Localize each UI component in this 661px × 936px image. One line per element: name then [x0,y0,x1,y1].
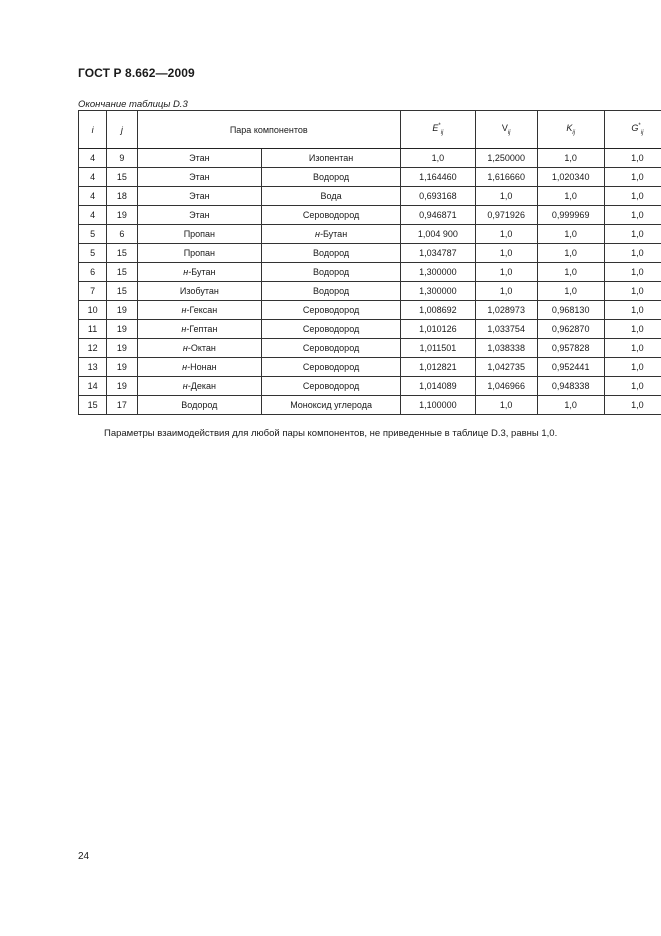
table-row [79,187,661,206]
document-title: ГОСТ Р 8.662—2009 [78,66,195,80]
cell-g: 1,0 [604,244,661,263]
cell-component-2: Сероводород [262,320,401,339]
cell-i: 6 [79,263,107,282]
cell-v: 1,033754 [475,320,537,339]
table-header-row [79,111,661,149]
cell-j: 19 [107,377,137,396]
table-note: Параметры взаимодействия для любой пары компонентов, не приведенные в таблице D.3, равны 1,0. [104,428,558,439]
cell-v: 0,971926 [475,206,537,225]
cell-k: 1,0 [537,282,604,301]
cell-component-2: Водород [262,244,401,263]
cell-component-2: Водород [262,168,401,187]
cell-i: 12 [79,339,107,358]
col-header-j: j [107,111,137,149]
cell-component-1: Этан [137,168,262,187]
cell-i: 5 [79,244,107,263]
cell-e: 1,010126 [400,320,475,339]
cell-component-2: н-Бутан [262,225,401,244]
cell-v: 1,616660 [475,168,537,187]
cell-g: 1,0 [604,187,661,206]
cell-g: 1,0 [604,149,661,168]
cell-component-2: Сероводород [262,301,401,320]
cell-v: 1,0 [475,187,537,206]
cell-component-2: Сероводород [262,339,401,358]
cell-component-2: Сероводород [262,358,401,377]
cell-k: 0,962870 [537,320,604,339]
cell-k: 1,0 [537,263,604,282]
cell-k: 0,968130 [537,301,604,320]
cell-k: 1,0 [537,244,604,263]
cell-j: 19 [107,301,137,320]
cell-i: 4 [79,168,107,187]
cell-e: 1,014089 [400,377,475,396]
cell-j: 19 [107,206,137,225]
cell-g: 1,0 [604,377,661,396]
cell-i: 14 [79,377,107,396]
cell-v: 1,250000 [475,149,537,168]
cell-j: 19 [107,320,137,339]
table-row [79,358,661,377]
cell-g: 1,0 [604,339,661,358]
table-row [79,244,661,263]
table-row [79,320,661,339]
table-row [79,301,661,320]
col-header-pair: Пара компонентов [137,111,400,149]
cell-j: 17 [107,396,137,415]
cell-component-1: н-Гептан [137,320,262,339]
cell-component-1: н-Бутан [137,263,262,282]
cell-g: 1,0 [604,263,661,282]
col-header-i: i [79,111,107,149]
col-header-v: $V_{ij}$ [475,111,537,149]
cell-e: 1,012821 [400,358,475,377]
cell-i: 11 [79,320,107,339]
interaction-parameters-table [78,110,661,415]
cell-e: 1,004 900 [400,225,475,244]
table-row [79,206,661,225]
cell-j: 15 [107,168,137,187]
cell-e: 1,011501 [400,339,475,358]
cell-component-2: Сероводород [262,206,401,225]
cell-i: 10 [79,301,107,320]
cell-i: 5 [79,225,107,244]
page-number: 24 [78,851,90,862]
cell-e: 1,034787 [400,244,475,263]
cell-k: 1,0 [537,149,604,168]
cell-g: 1,0 [604,396,661,415]
cell-e: 0,693168 [400,187,475,206]
cell-k: 1,0 [537,187,604,206]
cell-component-1: Пропан [137,244,262,263]
cell-v: 1,0 [475,396,537,415]
cell-g: 1,0 [604,206,661,225]
cell-component-1: н-Гексан [137,301,262,320]
cell-v: 1,038338 [475,339,537,358]
cell-i: 4 [79,206,107,225]
cell-component-2: Вода [262,187,401,206]
col-header-k: $K_{ij}$ [537,111,604,149]
cell-component-1: н-Нонан [137,358,262,377]
cell-i: 7 [79,282,107,301]
col-header-g: $G^*_{ij}$ [604,111,661,149]
cell-e: 1,0 [400,149,475,168]
table-row [79,149,661,168]
cell-component-1: Этан [137,187,262,206]
cell-j: 15 [107,282,137,301]
table-row [79,396,661,415]
cell-component-2: Водород [262,263,401,282]
cell-v: 1,028973 [475,301,537,320]
cell-j: 9 [107,149,137,168]
cell-component-2: Сероводород [262,377,401,396]
cell-k: 0,999969 [537,206,604,225]
cell-j: 15 [107,263,137,282]
cell-component-2: Водород [262,282,401,301]
cell-g: 1,0 [604,168,661,187]
cell-j: 18 [107,187,137,206]
col-header-e: $E^*_{ij}$ [400,111,475,149]
cell-g: 1,0 [604,358,661,377]
cell-i: 13 [79,358,107,377]
cell-k: 1,020340 [537,168,604,187]
cell-e: 0,946871 [400,206,475,225]
cell-component-1: Водород [137,396,262,415]
cell-j: 15 [107,244,137,263]
cell-component-1: Этан [137,206,262,225]
cell-component-1: н-Декан [137,377,262,396]
cell-component-2: Моноксид углерода [262,396,401,415]
table-caption: Окончание таблицы D.3 [78,99,188,110]
table-row [79,339,661,358]
cell-component-1: Этан [137,149,262,168]
cell-component-1: Изобутан [137,282,262,301]
cell-g: 1,0 [604,320,661,339]
cell-i: 15 [79,396,107,415]
cell-k: 0,952441 [537,358,604,377]
cell-i: 4 [79,149,107,168]
cell-component-1: н-Октан [137,339,262,358]
table-row [79,225,661,244]
cell-v: 1,0 [475,225,537,244]
cell-v: 1,0 [475,244,537,263]
cell-v: 1,0 [475,263,537,282]
cell-g: 1,0 [604,282,661,301]
cell-j: 19 [107,339,137,358]
table-row [79,377,661,396]
cell-component-2: Изопентан [262,149,401,168]
cell-e: 1,164460 [400,168,475,187]
cell-v: 1,042735 [475,358,537,377]
cell-v: 1,046966 [475,377,537,396]
cell-k: 1,0 [537,225,604,244]
cell-k: 1,0 [537,396,604,415]
cell-k: 0,957828 [537,339,604,358]
cell-e: 1,100000 [400,396,475,415]
table-row [79,168,661,187]
cell-g: 1,0 [604,301,661,320]
cell-j: 6 [107,225,137,244]
cell-e: 1,300000 [400,263,475,282]
cell-j: 19 [107,358,137,377]
cell-v: 1,0 [475,282,537,301]
cell-i: 4 [79,187,107,206]
cell-e: 1,300000 [400,282,475,301]
cell-g: 1,0 [604,225,661,244]
table-row [79,282,661,301]
cell-component-1: Пропан [137,225,262,244]
cell-k: 0,948338 [537,377,604,396]
cell-e: 1,008692 [400,301,475,320]
table-row [79,263,661,282]
